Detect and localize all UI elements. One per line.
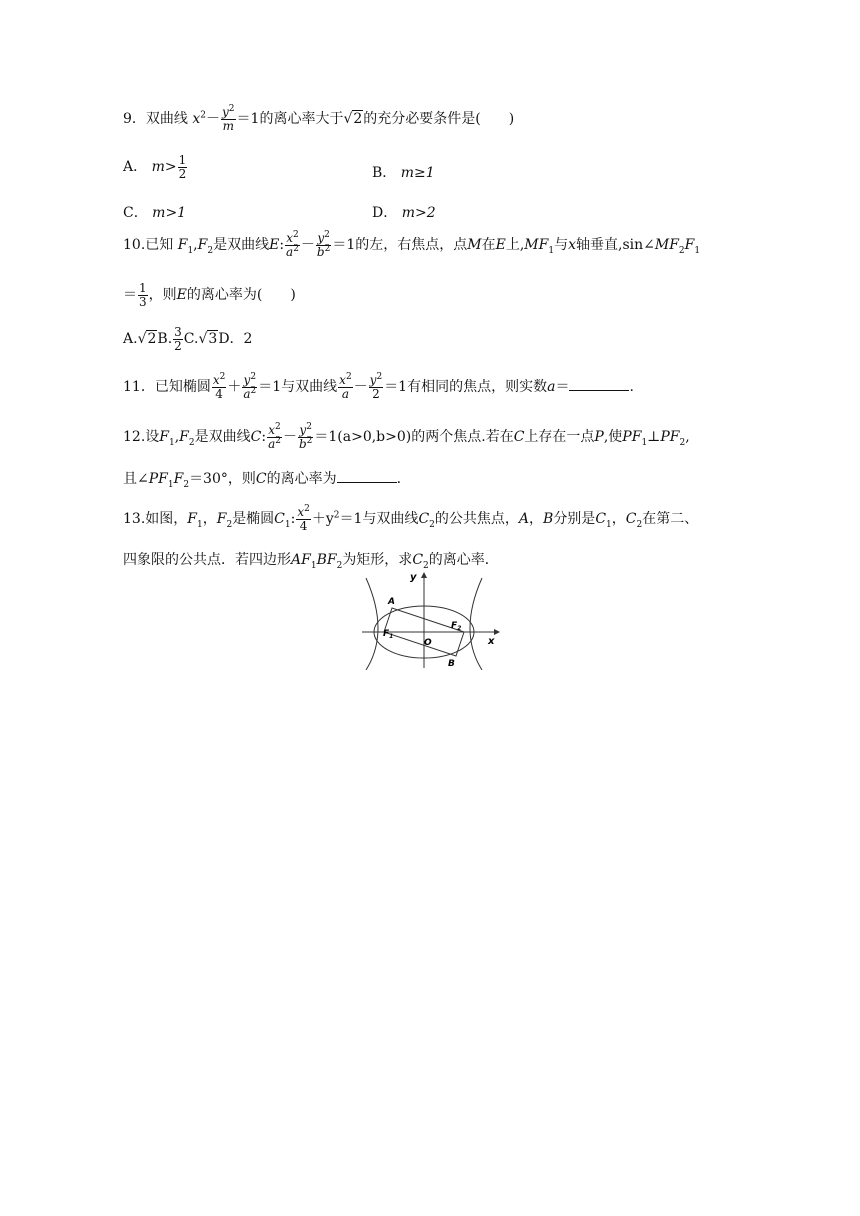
- label-f2: $F_2$: [451, 621, 462, 632]
- q13-stem-line2: 四象限的公共点．若四边形$AF_1BF_2$为矩形，求$C_2$的离心率．: [123, 552, 499, 571]
- answer-blank[interactable]: [569, 378, 629, 391]
- q12-stem-line2: 且$\angle PF_1F_2=30^\circ$，则C的离心率为 .: [123, 471, 402, 490]
- q10-stem-line1: 10.已知 $F_1,F_2$是双曲线E: $\frac{x^2}{a^2}$ － $\frac{y^2}{b^2}$ ＝1的左，右焦点，点M在E上$,MF_1$与x轴垂直$,\sin\angle MF_2F_1$: [123, 230, 701, 259]
- ellipse-hyperbola-figure: [356, 570, 506, 670]
- var-x: x: [192, 111, 201, 128]
- label-x: x: [488, 636, 495, 647]
- q12-stem-line1: 12.设$F_1,F_2$是双曲线C: $\frac{x^2}{a^2}$ － $\frac{y^2}{b^2}$ ＝1(a>0,b>0)的两个焦点.若在C上存在一点P,使$PF_1\perp PF_2$,: [123, 422, 690, 451]
- q10-stem-line2: ＝ $\frac{1}{3}$ ，则E的离心率为( ): [123, 281, 296, 309]
- sqrt-symbol: √2: [343, 111, 363, 128]
- q9-option-d: D． m>2: [372, 205, 436, 221]
- label-o: O: [424, 638, 432, 648]
- label-a: A: [388, 597, 395, 607]
- q13-stem-line1: 13.如图，$F_1$，$F_2$是椭圆$C_1$: $\frac{x^2}{4}$ $+y^2=1$与双曲线$C_2$的公共焦点，A，B分别是$C_1$，$C_2$在第二、: [123, 504, 699, 533]
- x-axis-arrow: [494, 629, 500, 635]
- fraction: $\frac{y^2}{m}$: [222, 104, 235, 133]
- q11-stem: 11．已知椭圆 $\frac{x^2}{4}$ ＋ $\frac{y^2}{a^2}$ ＝1与双曲线 $\frac{x^2}{a}$ － $\frac{y^2}{2}$ ＝1有相同的焦点，则实数a＝ .: [123, 372, 634, 401]
- answer-blank[interactable]: [337, 470, 397, 483]
- q9-option-b: B． m≥1: [372, 165, 435, 181]
- q9-option-c: C． m>1: [123, 205, 187, 221]
- q9-stem: 9．双曲线 $x^2-$ $\frac{y^2}{m}$ ＝1的离心率大于√2的充分必要条件是( ): [123, 104, 515, 133]
- q9-option-a: A． m> $\frac{1}{2}$: [123, 153, 187, 181]
- label-b: B: [448, 659, 455, 669]
- y-axis-arrow: [421, 572, 427, 578]
- label-f1: $F_1$: [383, 629, 394, 640]
- label-y: y: [410, 572, 417, 583]
- q10-options: A.√2B. $\frac{3}{2}$ C.√3D．2: [123, 325, 253, 353]
